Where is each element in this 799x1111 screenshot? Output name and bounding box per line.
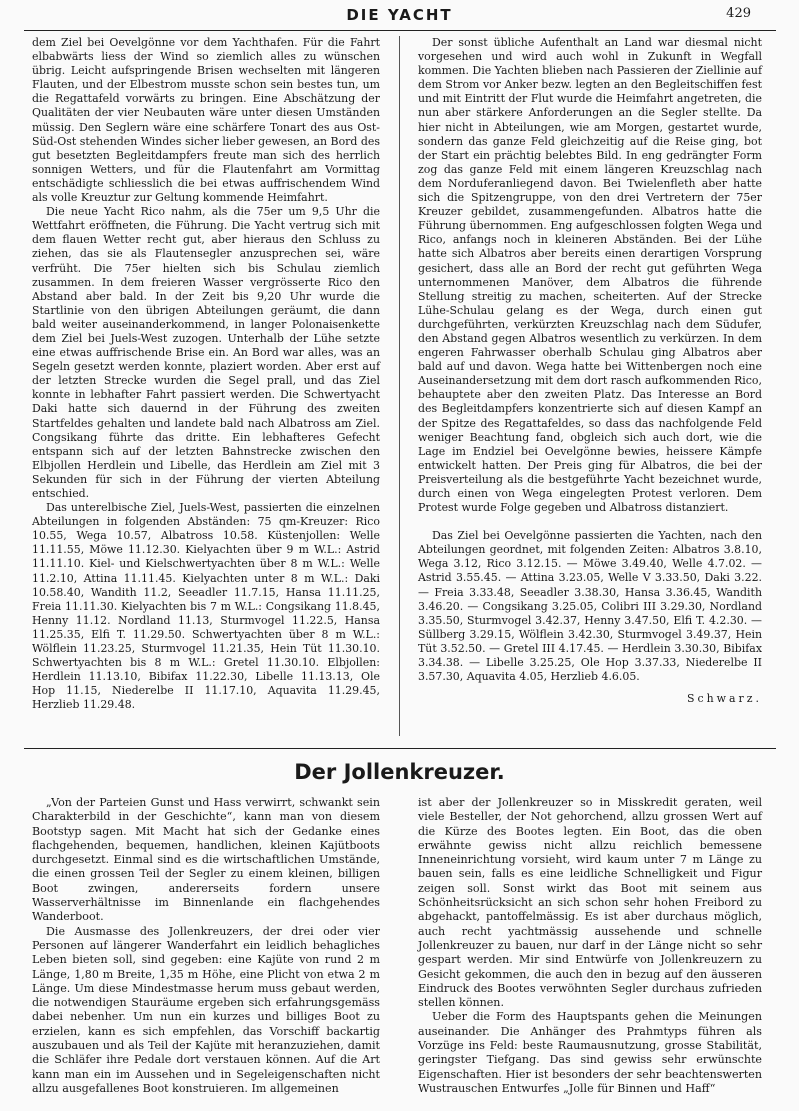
report-paragraph: Die neue Yacht Rico nahm, als die 75er um 9,5 Uhr die Wettfahrt eröffneten, die Führung. Die Yacht vertrug sich mit dem flauen Wetter recht gut, aber hieraus den Schluss zu ziehen, das sie als Flautensegler anzusprechen sei, wäre verfrüht. Die 75er hielten sich bis Schulau ziemlich zusammen. In dem freieren Wasser vergrösserte Rico den Abstand aber bald. In der Zeit bis 9,20 Uhr wurde die Startlinie von den übrigen Abteilungen geräumt, die dann bald weiter auseinanderkommend, in langer Polonaisenkette dem Ziel bei Juels-West zuzogen. Unterhalb der Lühe setzte eine etwas auffrischende Brise ein. An Bord war alles, was an Segeln gesetzt werden konnte, plaziert worden. Aber erst auf der letzten Strecke wurden die Segel prall, und das Ziel konnte in lebhafter Fahrt passiert werden. Die Schwertyacht Daki hatte sich dauernd in der Führung des zweiten Startfeldes gehalten und landete bald nach Albatross am Ziel. Congsikang führte das dritte. Ein lebhafteres Gefecht entspann sich auf der letzten Bahnstrecke zwischen den Elbjollen Herdlein und Libelle, das Herdlein am Ziel mit 3 Sekunden für sich in der Führung der vierten Abteilung entschied. (32, 205, 380, 500)
article-right-column (418, 796, 762, 1096)
report-left-column (32, 36, 380, 713)
report-paragraph: dem Ziel bei Oevelgönne vor dem Yachthafen. Für die Fahrt elbabwärts liess der Wind so ziemlich alles zu wünschen übrig. Leicht aufspringende Brisen wechselten mit längeren Flauten, und der Elbestrom musste schon sein bestes tun, um die Regattafeld vorwärts zu bringen. Eine Abschätzung der Qualitäten der vier Neubauten wäre unter diesen Umständen müssig. Den Seglern wäre eine schärfere Tonart des aus Ost-Süd-Ost stehenden Windes sicher lieber gewesen, an Bord des gut besetzten Begleitdampfers freute man sich des herrlich sonnigen Wetters, und für die Flautenfahrt am Vormittag entschädigte schliesslich die bei etwas auffrischendem Wind als volle Kreuztur zur Geltung kommende Heimfahrt. (32, 36, 380, 205)
article-paragraph: ist aber der Jollenkreuzer so in Misskredit geraten, weil viele Besteller, der Not gehorchend, allzu grossen Wert auf die Kürze des Bootes legten. Ein Boot, das die oben erwähnte gewiss nicht allzu reichlich bemessene Inneneinrichtung vorsieht, wird kaum unter 7 m Länge zu bauen sein, falls es eine leidliche Schnelligkeit und Figur zeigen soll. Sonst wirkt das Boot mit seinem aus Schönheitsrücksicht an sich schon sehr hohen Freibord zu abgehackt, pantoffelmässig. Es ist aber durchaus möglich, auch recht yachtmässig aussehende und schnelle Jollenkreuzer zu bauen, nur darf in der Länge nicht so sehr gespart werden. Mir sind Entwürfe von Jollenkreuzern zu Gesicht gekommen, die auch den in bezug auf den äusseren Eindruck des Bootes verwöhnten Segler durchaus zufrieden stellen können. (418, 796, 762, 1010)
running-head (0, 6, 799, 26)
article-paragraph: Ueber die Form des Hauptspants gehen die Meinungen auseinander. Die Anhänger des Prahmtyps führen als Vorzüge ins Feld: beste Raumausnutzung, grosse Stabilität, geringster Tiefgang. Das sind gewiss sehr erwünschte Eigenschaften. Hier ist besonders der sehr beachtenswerten Wustrauschen Entwurfes „Jolle für Binnen und Haff“ (418, 1010, 762, 1095)
report-paragraph: Das Ziel bei Oevelgönne passierten die Yachten, nach den Abteilungen geordnet, mit folgenden Zeiten: Albatros 3.8.10, Wega 3.12, Rico 3.12.15. — Möwe 3.49.40, Welle 4.7.02. — Astrid 3.55.45. — Attina 3.23.05, Welle V 3.33.50, Daki 3.22. — Freia 3.33.48, Seeadler 3.38.30, Hansa 3.36.45, Wandith 3.46.20. — Congsikang 3.25.05, Colibri III 3.29.30, Nordland 3.35.50, Sturmvogel 3.42.37, Henny 3.47.50, Elfi T. 4.2.30. — Süllberg 3.29.15, Wölflein 3.42.30, Sturmvogel 3.49.37, Hein Tüt 3.52.50. — Gretel III 4.17.45. — Herdlein 3.30.30, Bibifax 3.34.38. — Libelle 3.25.25, Ole Hop 3.37.33, Niederelbe II 3.57.30, Aquavita 4.05, Herzlieb 4.6.05. (418, 529, 762, 684)
article-paragraph: Die Ausmasse des Jollenkreuzers, der drei oder vier Personen auf längerer Wanderfahrt ein leidlich behagliches Leben bieten soll, sind gegeben: eine Kajüte von rund 2 m Länge, 1,80 m Breite, 1,35 m Höhe, eine Plicht von etwa 2 m Länge. Um diese Mindestmasse herum muss gebaut werden, die notwendigen Stauräume ergeben sich erfahrungsgemäss dabei nebenher. Um nun ein kurzes und billiges Boot zu erzielen, kann es sich empfehlen, das Vorschiff backartig auszubauen und als Teil der Kajüte mit heranzuziehen, damit die Schläfer ihre Pedale dort verstauen können. Auf die Art kann man ein im Aussehen und in Segeleigenschaften nicht allzu ausgefallenes Boot konstruieren. Im allgemeinen (32, 924, 380, 1095)
report-paragraph: Der sonst übliche Aufenthalt an Land war diesmal nicht vorgesehen und wird auch wohl in Zukunft in Wegfall kommen. Die Yachten blieben nach Passieren der Ziellinie auf dem Strom vor Anker bezw. legten an den Begleitschiffen fest und mit Eintritt der Flut wurde die Heimfahrt angetreten, die nun aber stärkere Anforderungen an die Segler stellte. Da hier nicht in Abteilungen, wie am Morgen, gestartet wurde, sondern das ganze Feld gleichzeitig auf die Reise ging, bot der Start ein prächtig belebtes Bild. In eng gedrängter Form zog das ganze Feld mit einem längeren Kreuzschlag nach dem Norduferanliegend davon. Bei Twielenfleth aber hatte sich die Spitzengruppe, von den drei Vertretern der 75er Kreuzer gebildet, zusammengefunden. Albatros hatte die Führung übernommen. Eng aufgeschlossen folgten Wega und Rico, anfangs noch in kleineren Abständen. Bei der Lühe hatte sich Albatros aber bereits einen derartigen Vorsprung gesichert, dass alle an Bord der recht gut geführten Wega unternommenen Manöver, dem Albatros die führende Stellung streitig zu machen, scheiterten. Auf der Strecke Lühe-Schulau gelang es der Wega, durch einen gut durchgeführten, verkürzten Kreuzschlag nach dem Südufer, den Abstand gegen Albatros wesentlich zu verkürzen. In dem engeren Fahrwasser oberhalb Schulau ging Albatros aber bald auf und davon. Wega hatte bei Wittenbergen noch eine Auseinandersetzung mit dem dort rasch aufkommenden Rico, behauptete aber den zweiten Platz. Das Interesse an Bord des Begleitdampfers konzentrierte sich auf diesen Kampf an der Spitze des Regattafeldes, so dass das nachfolgende Feld weniger Beachtung fand, obgleich sich auch dort, wie die Lage im Endziel bei Oevelgönne bewies, heissere Kämpfe entwickelt hatten. Der Preis ging für Albatros, die bei der Preisverteilung als die bestgeführte Yacht bezeichnet wurde, durch einen von Wega eingelegten Protest verloren. Dem Protest wurde Folge gegeben und Albatross distanziert. (418, 36, 762, 515)
page-number: 429 (726, 6, 751, 21)
report-right-column (418, 36, 762, 706)
article-paragraph: „Von der Parteien Gunst und Hass verwirrt, schwankt sein Charakterbild in der Geschichte“, kann man von diesem Bootstyp sagen. Mit Macht hat sich der Gedanke eines flachgehenden, bequemen, handlichen, kleinen Kajütboots durchgesetzt. Einmal sind es die wirtschaftlichen Umstände, die einen grossen Teil der Segler zu einem kleinen, billigen Boot zwingen, andererseits fordern unsere Wasserverhältnisse im Binnenlande ein flachgehendes Wanderboot. (32, 796, 380, 924)
author-signature: Schwarz. (686, 692, 762, 706)
header-rule (24, 30, 776, 31)
article-title: Der Jollenkreuzer. (294, 760, 505, 784)
section-rule (24, 748, 776, 749)
magazine-title: DIE YACHT (346, 6, 453, 24)
column-divider (399, 36, 400, 736)
article-left-column (32, 796, 380, 1096)
report-paragraph: Das unterelbische Ziel, Juels-West, passierten die einzelnen Abteilungen in folgenden Abständen: 75 qm-Kreuzer: Rico 10.55, Wega 10.57, Albatross 10.58. Küstenjollen: Welle 11.11.55, Möwe 11.12.30. Kielyachten über 9 m W.L.: Astrid 11.11.10. Kiel- und Kielschwertyachten über 8 m W.L.: Welle 11.2.10, Attina 11.11.45. Kielyachten unter 8 m W.L.: Daki 10.58.40, Wandith 11.2, Seeadler 11.7.15, Hansa 11.11.25, Freia 11.11.30. Kielyachten bis 7 m W.L.: Congsikang 11.8.45, Henny 11.12. Nordland 11.13, Sturmvogel 11.22.5, Hansa 11.25.35, Elfi T. 11.29.50. Schwertyachten über 8 m W.L.: Wölflein 11.23.25, Sturmvogel 11.21.35, Hein Tüt 11.30.10. Schwertyachten bis 8 m W.L.: Gretel 11.30.10. Elbjollen: Herdlein 11.13.10, Bibifax 11.22.30, Libelle 11.13.13, Ole Hop 11.15, Niederelbe II 11.17.10, Aquavita 11.29.45, Herzlieb 11.29.48. (32, 501, 380, 712)
